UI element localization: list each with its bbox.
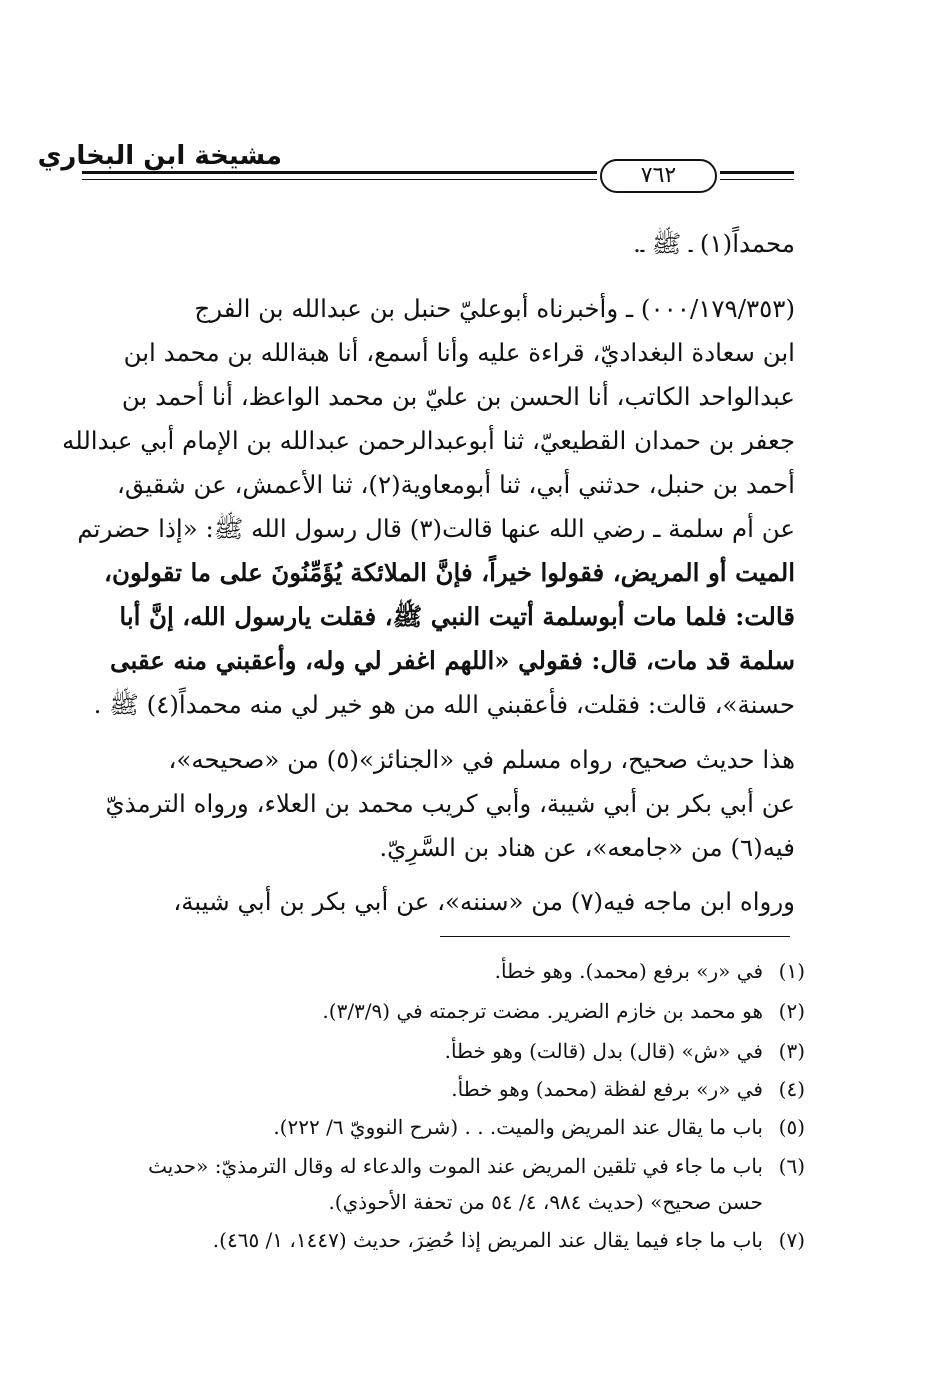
header-rule-right — [720, 171, 794, 174]
footnote-text: في «ر» برفع (محمد). وهو خطأ. — [494, 959, 763, 983]
footnote — [75, 1148, 805, 1184]
footnote-number: (١) — [778, 959, 805, 983]
text-line: حسنة»، قالت: فقلت، فأعقبني الله من هو خير لي منه محمداً(٤) ﷺ . — [93, 690, 795, 719]
text-line: محمداً(١) ـ ﷺ ـ. — [633, 229, 795, 258]
footnote-number: (٧) — [778, 1228, 805, 1252]
footnote-text: باب ما جاء فيما يقال عند المريض إذا حُضِرَ، حديث (١٤٤٧، ١/ ٤٦٥). — [212, 1228, 763, 1252]
footnote-number: (٤) — [778, 1077, 805, 1101]
text-line: أحمد بن حنبل، حدثني أبي، ثنا أبومعاوية(٢)، ثنا الأعمش، عن شقيق، — [117, 470, 795, 499]
footnote-text: في «ر» برفع لفظة (محمد) وهو خطأ. — [451, 1077, 763, 1101]
footnote-number: (٥) — [778, 1115, 805, 1139]
text-line: (٠٠٠/١٧٩/٣٥٣) ـ وأخبرناه أبوعليّ حنبل بن عبدالله بن الفرج — [194, 294, 795, 323]
book-title: مشيخة ابن البخاري — [37, 141, 282, 171]
footnote-text: في «ش» (قال) بدل (قالت) وهو خطأ. — [444, 1039, 763, 1063]
text-line: عبدالواحد الكاتب، أنا الحسن بن عليّ بن محمد الواعظ، أنا أحمد بن — [121, 382, 795, 411]
footnote — [75, 1071, 805, 1107]
footnote-number: (٦) — [778, 1154, 805, 1178]
text-line: عن أبي بكر بن أبي شيبة، وأبي كريب محمد بن العلاء، ورواه الترمذيّ — [105, 789, 795, 818]
text-line: جعفر بن حمدان القطيعيّ، ثنا أبوعبدالرحمن عبدالله بن الإمام أبي عبدالله — [62, 426, 795, 455]
footnote-continuation — [75, 1184, 763, 1220]
footnote-text: باب ما يقال عند المريض والميت. . . (شرح النوويّ ٦/ ٢٢٢). — [273, 1115, 763, 1139]
text-line: عن أم سلمة ـ رضي الله عنها قالت(٣) قال رسول الله ﷺ: «إذا حضرتم — [77, 514, 795, 543]
text-line-bold: سلمة قد مات، قال: فقولي «اللهم اغفر لي وله، وأعقبني منه عقبى — [110, 646, 795, 675]
footnote-text: هو محمد بن خازم الضرير. مضت ترجمته في (٣/٣/٩). — [322, 999, 763, 1023]
header-rule-thin — [82, 179, 597, 180]
footnote-number: (٢) — [778, 999, 805, 1023]
header-rule-right-thin — [720, 179, 794, 180]
text-line-bold: الميت أو المريض، فقولوا خيراً، فإنَّ الملائكة يُؤَمِّنُونَ على ما تقولون، — [104, 558, 795, 587]
text-line: هذا حديث صحيح، رواه مسلم في «الجنائز»(٥) من «صحيحه»، — [168, 745, 795, 774]
text-line: ورواه ابن ماجه فيه(٧) من «سننه»، عن أبي بكر بن أبي شيبة، — [173, 887, 795, 916]
footnote — [75, 1109, 805, 1145]
page-number: ٧٦٢ — [600, 159, 717, 193]
text-line: فيه(٦) من «جامعه»، عن هناد بن السَّرِيّ. — [379, 833, 795, 862]
text-line-bold: قالت: فلما مات أبوسلمة أتيت النبي ﷺ، فقلت يارسول الله، إنَّ أبا — [119, 602, 795, 631]
footnote-number: (٣) — [778, 1039, 805, 1063]
footnote — [75, 1033, 805, 1069]
footnote-separator — [440, 936, 790, 937]
footnote-text: باب ما جاء في تلقين المريض عند الموت والدعاء له وقال الترمذيّ: «حديث — [148, 1154, 763, 1178]
header-rule — [82, 171, 597, 174]
footnote — [75, 993, 805, 1029]
footnote — [75, 953, 805, 989]
footnote-text: حسن صحيح» (حديث ٩٨٤، ٤/ ٥٤ من تحفة الأحوذي). — [328, 1190, 763, 1214]
text-line: ابن سعادة البغداديّ، قراءة عليه وأنا أسمع، أنا هبةالله بن محمد ابن — [123, 338, 795, 367]
footnote — [75, 1222, 805, 1258]
